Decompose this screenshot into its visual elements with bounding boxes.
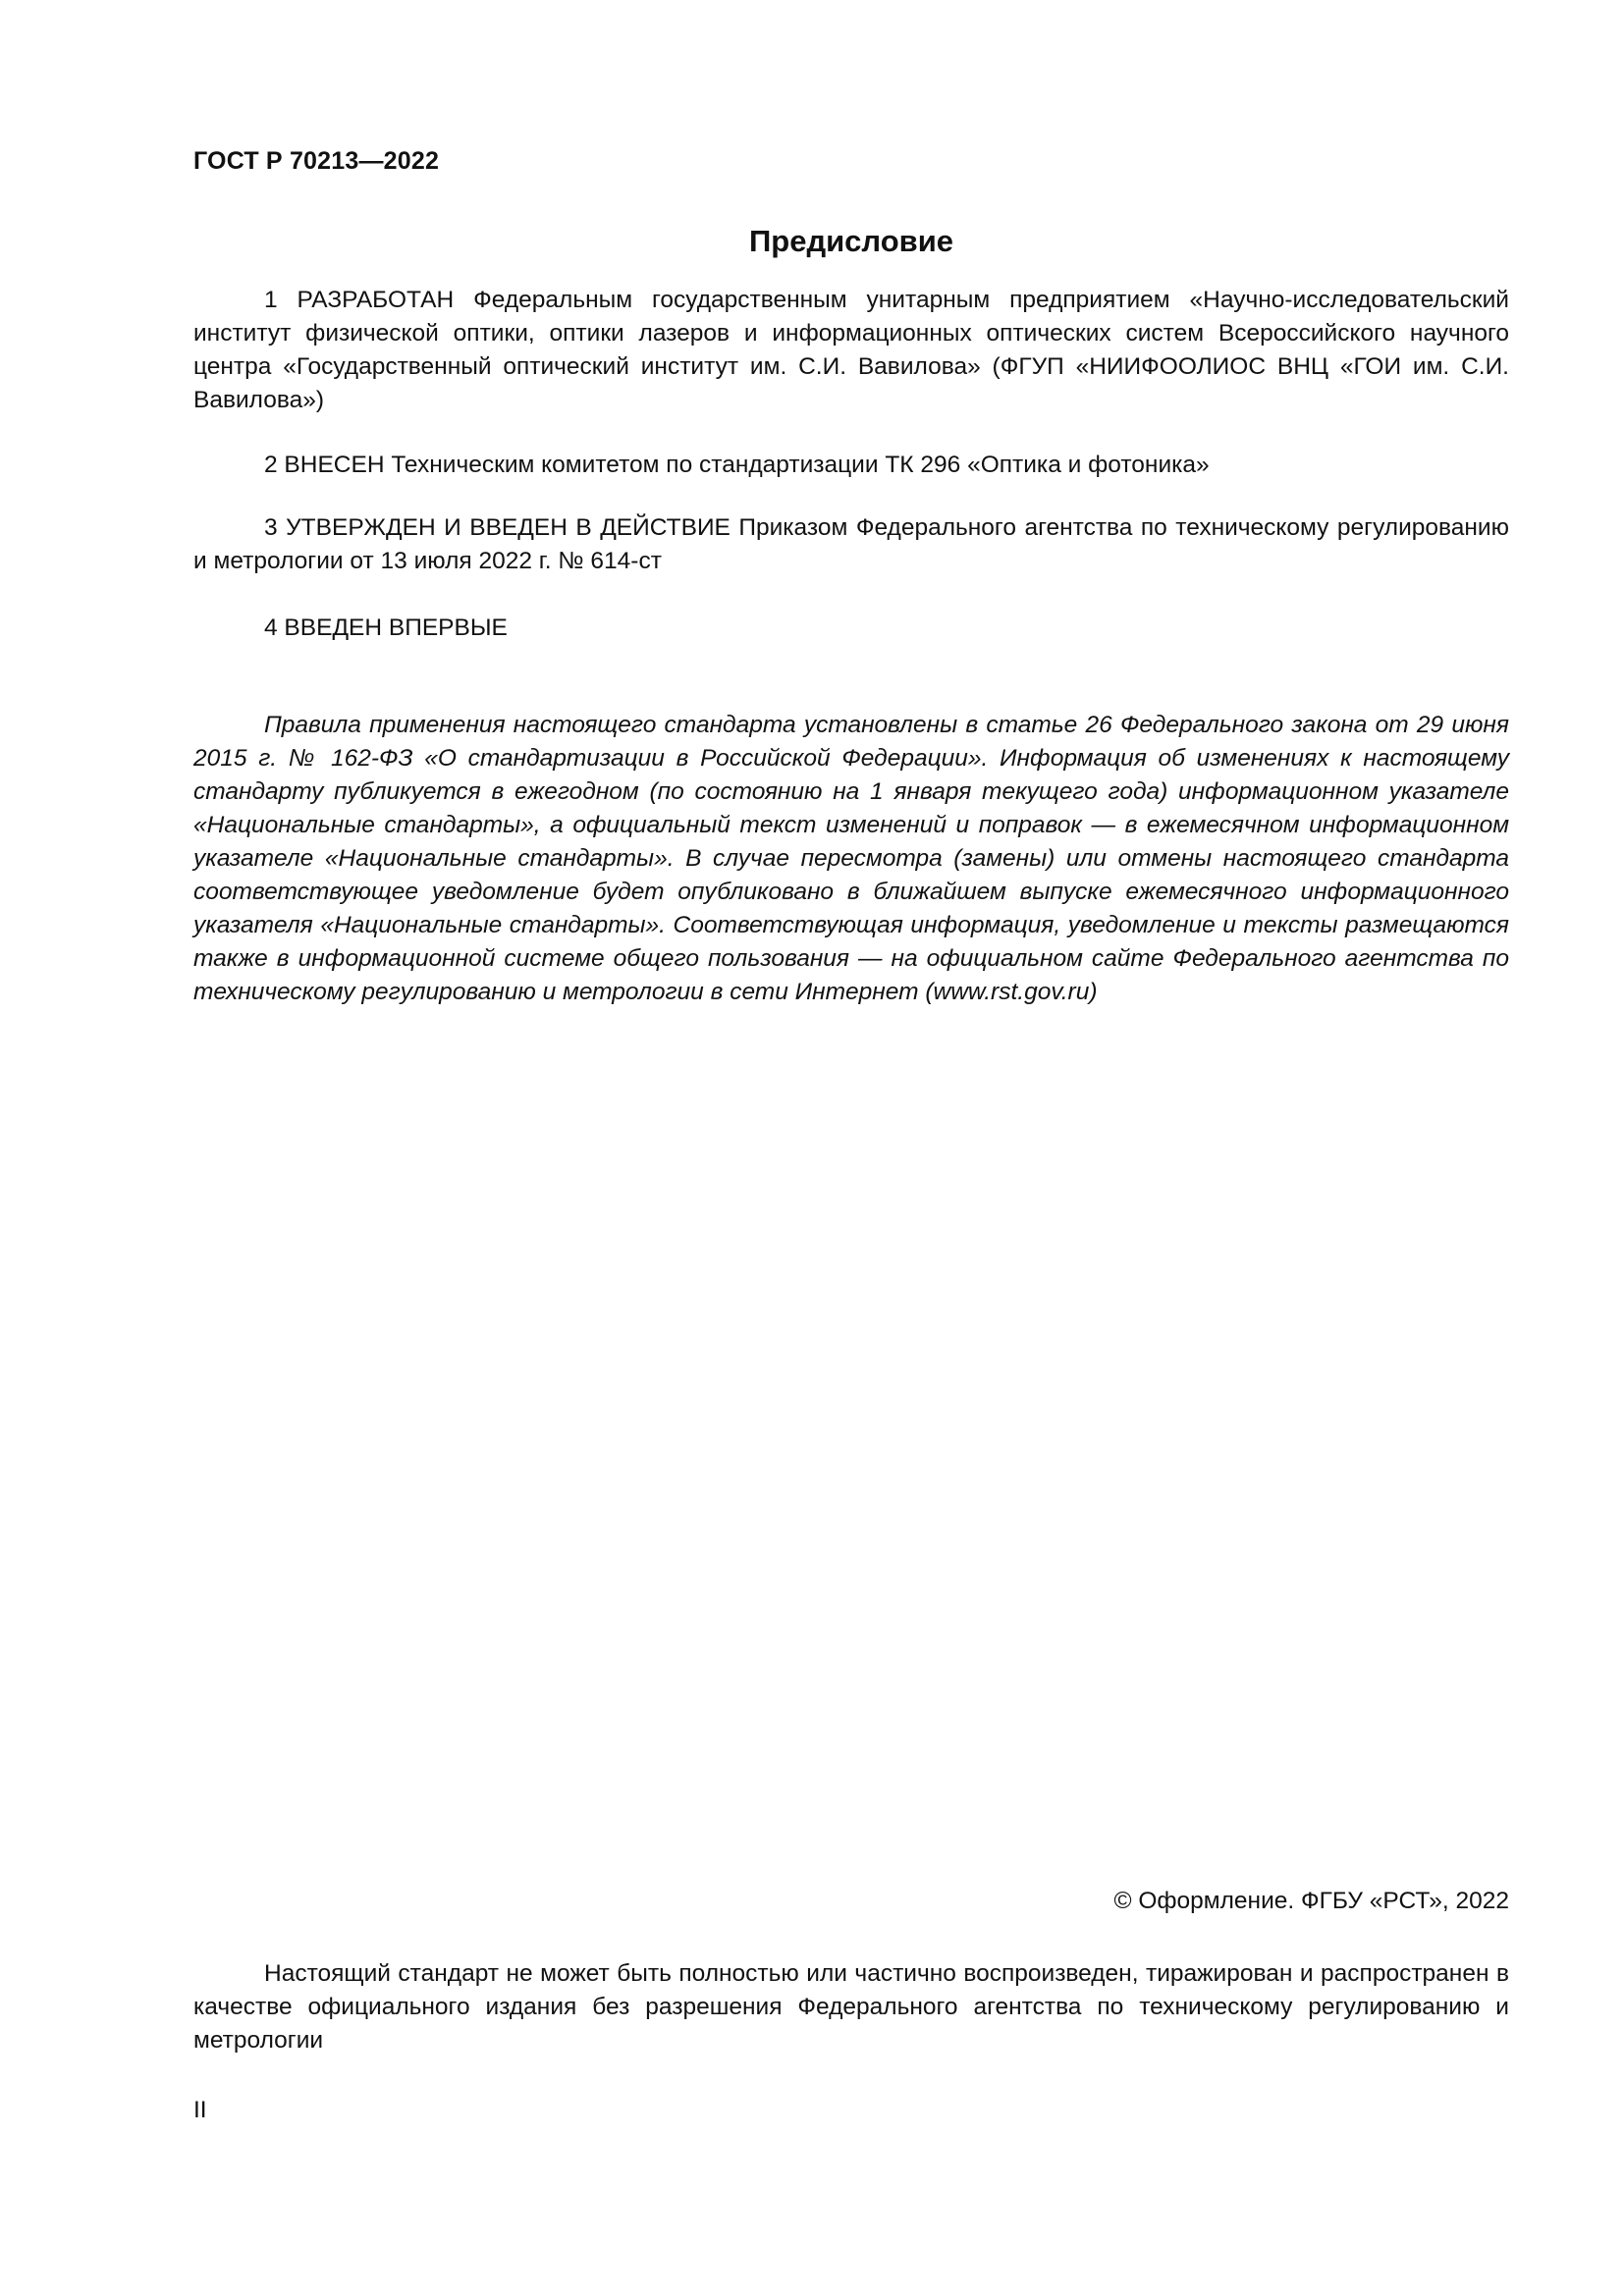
document-code: ГОСТ Р 70213—2022 <box>193 147 440 175</box>
reproduction-notice-text: Настоящий стандарт не может быть полностью или частично воспроизведен, тиражирован и распространен в качестве официального издания без разрешения Федерального агентства по техническому регулированию и метрологии <box>193 1960 1509 2054</box>
copyright-line: © Оформление. ФГБУ «РСТ», 2022 <box>1113 1888 1509 1914</box>
rules-note-text: Правила применения настоящего стандарта установлены в статье 26 Федерального закона от 29 июня 2015 г. № 162-ФЗ «О стандартизации в Российской Федерации». Информация об изменениях к настоящему стандарту публикуется в ежегодном (по состоянию на 1 января текущего года) информационном указателе «Национальные стандарты», а официальный текст изменений и поправок — в ежемесячном информационном указателе «Национальные стандарты». В случае пересмотра (замены) или отмены настоящего стандарта соответствующее уведомление будет опубликовано в ближайшем выпуске ежемесячного информационного указателя «Национальные стандарты». Соответствующая информация, уведомление и тексты размещаются также в информационной системе общего пользования — на официальном сайте Федерального агентства по техническому регулированию и метрологии в сети Интернет (www.rst.gov.ru) <box>193 712 1509 1005</box>
preface-item-3 <box>193 511 1509 578</box>
preface-item-1-text: 1 РАЗРАБОТАН Федеральным государственным унитарным предприятием «Научно-исследовательский институт физической оптики, оптики лазеров и информационных оптических систем Всероссийского научного центра «Государственный оптический институт им. С.И. Вавилова» (ФГУП «НИИФООЛИОС ВНЦ «ГОИ им. С.И. Вавилова») <box>193 287 1509 413</box>
page-number: II <box>193 2097 207 2123</box>
preface-item-3-text: 3 УТВЕРЖДЕН И ВВЕДЕН В ДЕЙСТВИЕ Приказом Федерального агентства по техническому регулированию и метрологии от 13 июля 2022 г. № 614-ст <box>193 514 1509 574</box>
section-title: Предисловие <box>748 224 953 258</box>
reproduction-notice <box>193 1957 1509 2057</box>
preface-item-2-text: 2 ВНЕСЕН Техническим комитетом по стандартизации ТК 296 «Оптика и фотоника» <box>264 452 1210 478</box>
preface-item-1 <box>193 284 1509 417</box>
preface-item-4-text: 4 ВВЕДЕН ВПЕРВЫЕ <box>264 614 508 641</box>
rules-note <box>193 709 1509 1009</box>
preface-item-4 <box>193 612 1509 645</box>
preface-item-2 <box>193 449 1509 482</box>
